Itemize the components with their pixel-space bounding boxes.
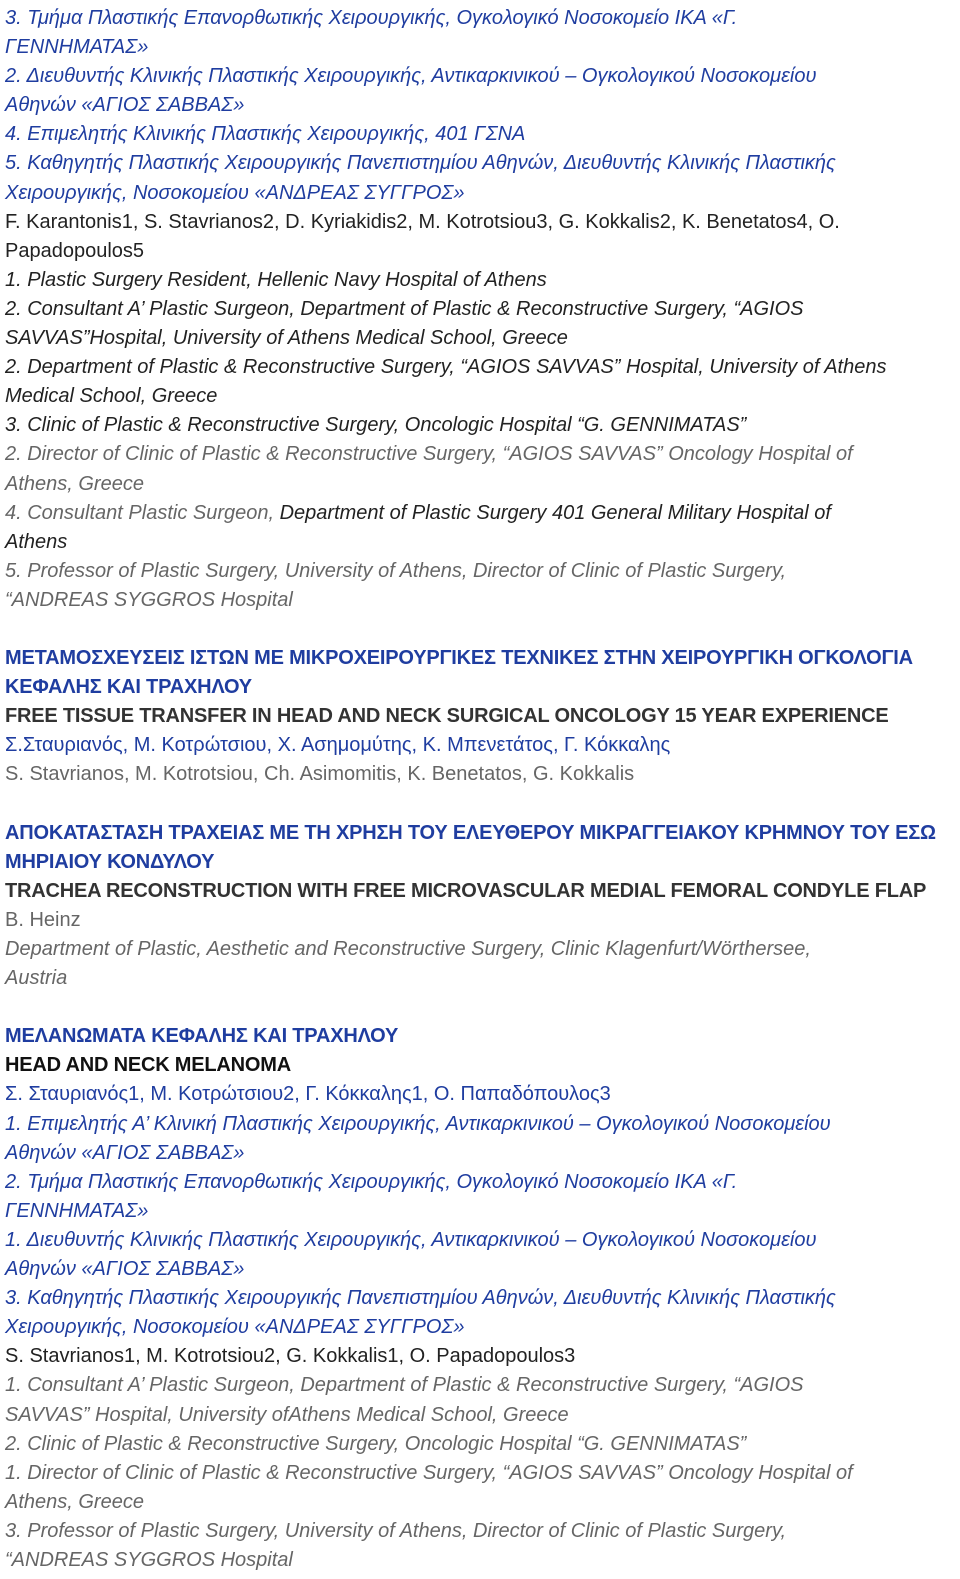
english-affiliation-line: 1. Consultant A’ Plastic Surgeon, Department of Plastic & Reconstructive Surgery, “AGIOS <box>5 1374 804 1397</box>
section-title-greek: ΜΗΡΙΑΙΟΥ ΚΟΝΔΥΛΟΥ <box>5 850 215 873</box>
section-title-greek: ΜΕΛΑΝΩΜΑΤΑ ΚΕΦΑΛΗΣ ΚΑΙ ΤΡΑΧΗΛΟΥ <box>5 1025 399 1048</box>
section-trachea-reconstruction <box>5 819 960 994</box>
spacer <box>5 615 960 644</box>
greek-affiliation-line: Χειρουργικής, Νοσοκομείου «ΑΝΔΡΕΑΣ ΣΥΓΓΡΟΣ» <box>5 181 465 204</box>
greek-affiliation-line: Αθηνών «ΑΓΙΟΣ ΣΑΒΒΑΣ» <box>5 1141 245 1164</box>
section-title-english: TRACHEA RECONSTRUCTION WITH FREE MICROVASCULAR MEDIAL FEMORAL CONDYLE FLAP <box>5 879 927 902</box>
greek-affiliation-line: 3. Καθηγητής Πλαστικής Χειρουργικής Πανεπιστημίου Αθηνών, Διευθυντής Κλινικής Πλαστικής <box>5 1287 836 1310</box>
greek-affiliation-line: Αθηνών «ΑΓΙΟΣ ΣΑΒΒΑΣ» <box>5 94 245 117</box>
greek-affiliation-line: ΓΕΝΝΗΜΑΤΑΣ» <box>5 1199 149 1222</box>
authors-greek: Σ. Σταυριανός1, Μ. Κοτρώτσιου2, Γ. Κόκκαλης1, Ο. Παπαδόπουλος3 <box>5 1083 611 1106</box>
section-free-tissue-transfer <box>5 644 960 789</box>
english-affiliations-block <box>5 266 960 615</box>
english-affiliation-line: 2. Clinic of Plastic & Reconstructive Surgery, Oncologic Hospital “G. GENNIMATAS” <box>5 1432 747 1455</box>
greek-affiliation-line: 5. Καθηγητής Πλαστικής Χειρουργικής Πανεπιστημίου Αθηνών, Διευθυντής Κλινικής Πλαστικής <box>5 152 836 175</box>
greek-affiliation-line: 1. Επιμελητής Α’ Κλινική Πλαστικής Χειρουργικής, Αντικαρκινικού – Ογκολογικού Νοσοκομείου <box>5 1112 831 1135</box>
english-affiliation-line: Medical School, Greece <box>5 385 218 408</box>
english-affiliation-line: Athens <box>5 530 68 553</box>
greek-affiliation-line: 3. Τμήμα Πλαστικής Επανορθωτικής Χειρουργικής, Ογκολογικό Νοσοκομείο ΙΚΑ «Γ. <box>5 7 738 29</box>
greek-affiliation-line: 2. Τμήμα Πλαστικής Επανορθωτικής Χειρουργικής, Ογκολογικό Νοσοκομείο ΙΚΑ «Γ. <box>5 1170 738 1193</box>
affiliation-4-department: Department of Plastic Surgery 401 General Military Hospital of <box>279 501 831 524</box>
spacer <box>5 993 960 1022</box>
greek-affiliation-line: 1. Διευθυντής Κλινικής Πλαστικής Χειρουργικής, Αντικαρκινικού – Ογκολογικού Νοσοκομείου <box>5 1228 817 1251</box>
greek-affiliation-line: 4. Επιμελητής Κλινικής Πλαστικής Χειρουργικής, 401 ΓΣΝΑ <box>5 123 526 146</box>
english-authors-block <box>5 208 960 266</box>
english-affiliation-line: 2. Department of Plastic & Reconstructive Surgery, “AGIOS SAVVAS” Hospital, University of Athens <box>5 356 887 379</box>
english-affiliation-line: 2. Director of Clinic of Plastic & Reconstructive Surgery, “AGIOS SAVVAS” Oncology Hospital of <box>5 443 853 466</box>
spacer <box>5 790 960 819</box>
authors-english: S. Stavrianos1, M. Kotrotsiou2, G. Kokkalis1, O. Papadopoulos3 <box>5 1345 576 1368</box>
section-title-greek: ΚΕΦΑΛΗΣ ΚΑΙ ΤΡΑΧΗΛΟΥ <box>5 676 252 699</box>
greek-affiliation-line: 2. Διευθυντής Κλινικής Πλαστικής Χειρουργικής, Αντικαρκινικού – Ογκολογικού Νοσοκομείου <box>5 65 817 88</box>
english-affiliation-line: Athens, Greece <box>5 1490 144 1513</box>
english-authors-line: Papadopoulos5 <box>5 239 145 262</box>
section-title-greek: ΑΠΟΚΑΤΑΣΤΑΣΗ ΤΡΑΧΕΙΑΣ ΜΕ ΤΗ ΧΡΗΣΗ ΤΟΥ ΕΛΕΥΘΕΡΟΥ ΜΙΚΡΑΓΓΕΙΑΚΟΥ ΚΡΗΜΝΟΥ ΤΟΥ ΕΣΩ <box>5 821 936 844</box>
english-affiliation-line: 2. Consultant A’ Plastic Surgeon, Department of Plastic & Reconstructive Surgery, “AGIOS <box>5 297 804 320</box>
greek-affiliation-line: Χειρουργικής, Νοσοκομείου «ΑΝΔΡΕΑΣ ΣΥΓΓΡΟΣ» <box>5 1316 465 1339</box>
english-affiliation-line: 3. Clinic of Plastic & Reconstructive Surgery, Oncologic Hospital “G. GENNIMATAS” <box>5 414 747 437</box>
section-title-english: FREE TISSUE TRANSFER IN HEAD AND NECK SURGICAL ONCOLOGY 15 YEAR EXPERIENCE <box>5 705 889 728</box>
greek-affiliation-line: Αθηνών «ΑΓΙΟΣ ΣΑΒΒΑΣ» <box>5 1258 245 1281</box>
english-affiliation-line: 1. Director of Clinic of Plastic & Reconstructive Surgery, “AGIOS SAVVAS” Oncology Hospital of <box>5 1461 853 1484</box>
affiliation-line: Austria <box>5 967 68 990</box>
authors-greek: Σ.Σταυριανός, Μ. Κοτρώτσιου, Χ. Ασημομύτης, Κ. Μπενετάτος, Γ. Κόκκαλης <box>5 734 671 757</box>
english-affiliation-line: 3. Professor of Plastic Surgery, University of Athens, Director of Clinic of Plastic Surgery, <box>5 1519 787 1542</box>
affiliation-4-prefix: 4. Consultant Plastic Surgeon, <box>5 501 280 524</box>
english-affiliation-line: 1. Plastic Surgery Resident, Hellenic Navy Hospital of Athens <box>5 268 547 291</box>
greek-affiliations-block <box>5 4 960 208</box>
greek-affiliation-line: ΓΕΝΝΗΜΑΤΑΣ» <box>5 36 149 59</box>
author: B. Heinz <box>5 908 81 931</box>
english-affiliation-line: 5. Professor of Plastic Surgery, University of Athens, Director of Clinic of Plastic Surgery, <box>5 559 787 582</box>
english-affiliation-line: “ANDREAS SYGGROS Hospital <box>5 1548 293 1571</box>
english-affiliation-line: SAVVAS” Hospital, University ofAthens Medical School, Greece <box>5 1403 569 1426</box>
english-affiliation-line <box>5 499 960 528</box>
affiliation-line: Department of Plastic, Aesthetic and Reconstructive Surgery, Clinic Klagenfurt/Wörthersee, <box>5 938 811 960</box>
english-affiliation-line: Athens, Greece <box>5 472 144 495</box>
section-title-greek: ΜΕΤΑΜΟΣΧΕΥΣΕΙΣ ΙΣΤΩΝ ΜΕ ΜΙΚΡΟΧΕΙΡΟΥΡΓΙΚΕΣ ΤΕΧΝΙΚΕΣ ΣΤΗΝ ΧΕΙΡΟΥΡΓΙΚΗ ΟΓΚΟΛΟΓΙΑ <box>5 647 913 670</box>
english-affiliation-line: “ANDREAS SYGGROS Hospital <box>5 588 293 611</box>
english-affiliation-line: SAVVAS”Hospital, University of Athens Medical School, Greece <box>5 327 568 350</box>
authors-english: S. Stavrianos, M. Kotrotsiou, Ch. Asimomitis, K. Benetatos, G. Kokkalis <box>5 763 635 786</box>
english-authors-line: F. Karantonis1, S. Stavrianos2, D. Kyriakidis2, M. Kotrotsiou3, G. Kokkalis2, K. Benetatos4, O. <box>5 210 840 233</box>
section-title-english: HEAD AND NECK MELANOMA <box>5 1054 291 1077</box>
section-head-neck-melanoma <box>5 1022 960 1575</box>
